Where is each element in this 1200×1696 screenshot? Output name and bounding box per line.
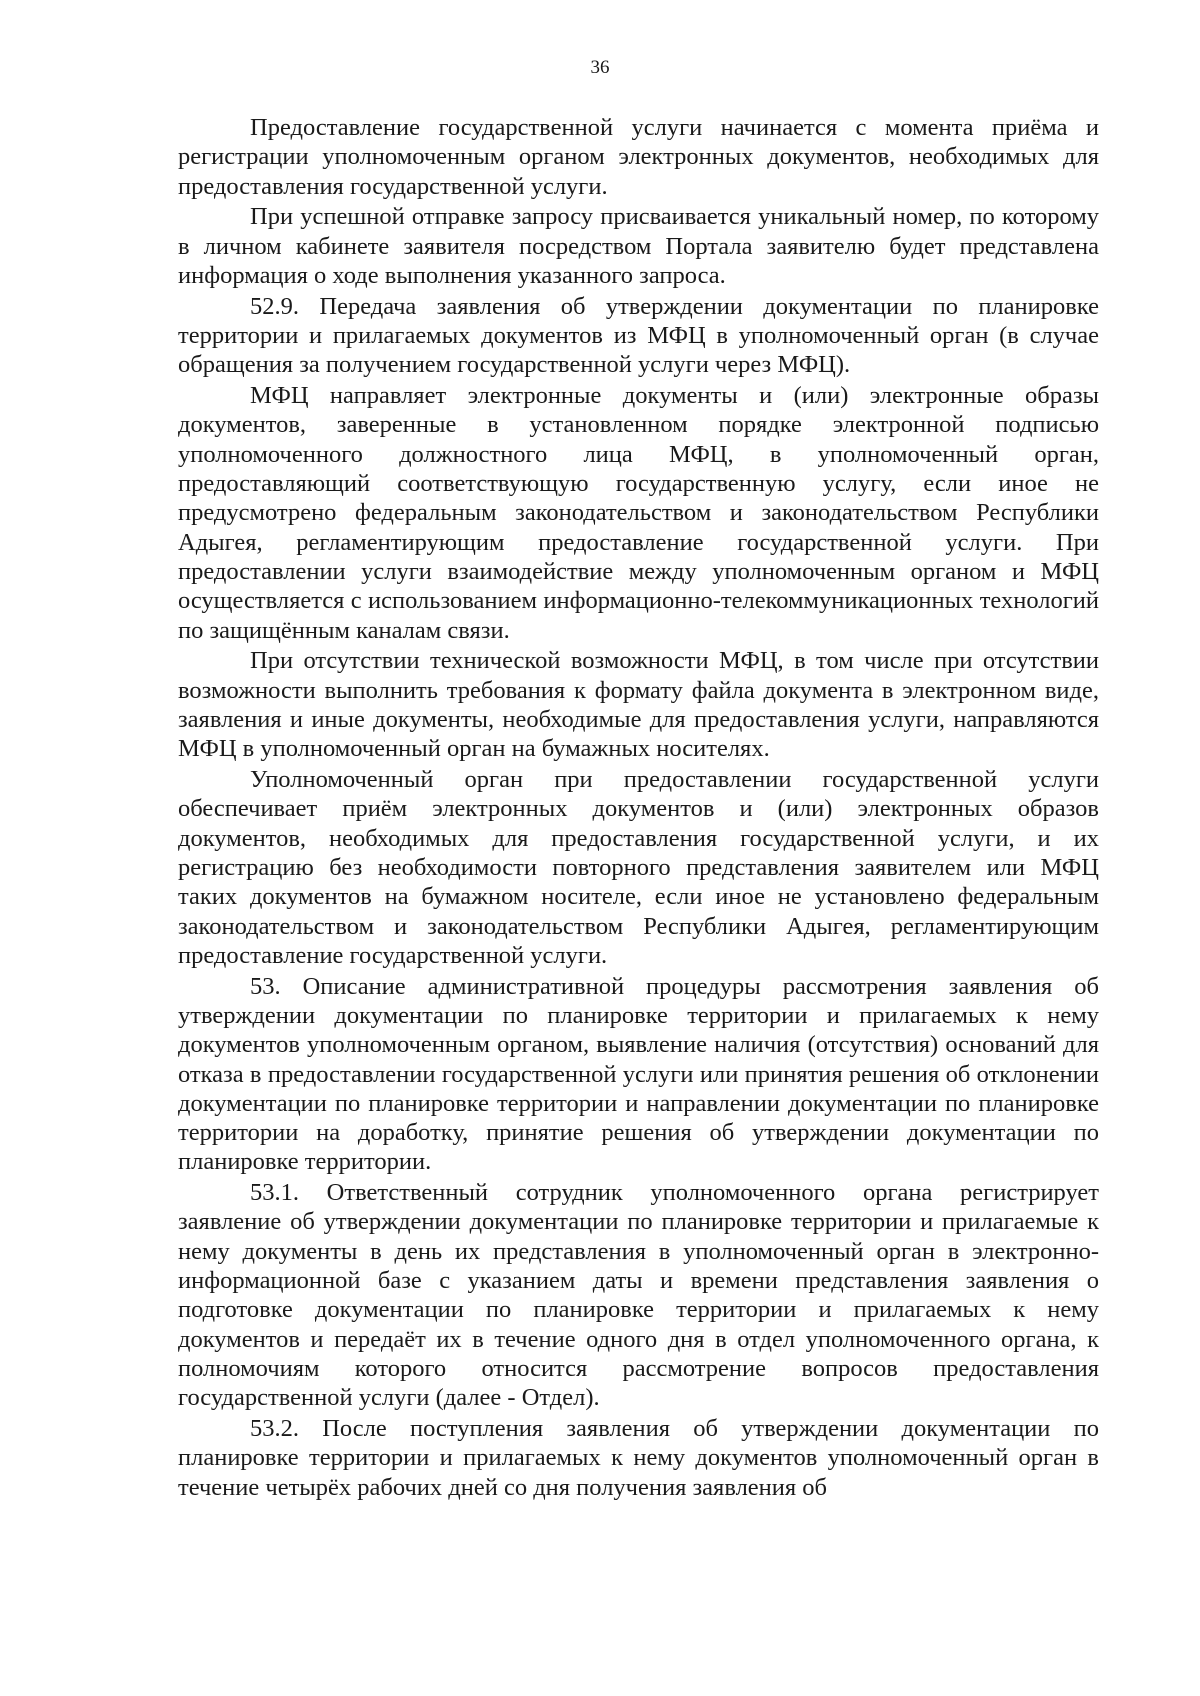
document-body <box>178 113 1099 1503</box>
paragraph: Предоставление государственной услуги начинается с момента приёма и регистрации уполномоченным органом электронных документов, необходимых для предоставления государственной услуги. <box>178 114 1099 200</box>
paragraph: 53.1. Ответственный сотрудник уполномоченного органа регистрирует заявление об утверждении документации по планировке территории и прилагаемые к нему документы в день их представления в уполномоченный орган в электронно-информационной базе с указанием даты и времени представления заявления о подготовке документации по планировке территории и прилагаемых к нему документов и передаёт их в течение одного дня в отдел уполномоченного органа, к полномочиям которого относится рассмотрение вопросов предоставления государственной услуги (далее - Отдел). <box>178 1179 1099 1412</box>
paragraph: 53. Описание административной процедуры рассмотрения заявления об утверждении документации по планировке территории и прилагаемых к нему документов уполномоченным органом, выявление наличия (отсутствия) оснований для отказа в предоставлении государственной услуги или принятия решения об отклонении документации по планировке территории и направлении документации по планировке территории на доработку, принятие решения об утверждении документации по планировке территории. <box>178 972 1099 1176</box>
paragraph: 52.9. Передача заявления об утверждении документации по планировке территории и прилагаемых документов из МФЦ в уполномоченный орган (в случае обращения за получением государственной услуги через МФЦ). <box>178 292 1099 379</box>
paragraph: При отсутствии технической возможности МФЦ, в том числе при отсутствии возможности выполнить требования к формату файла документа в электронном виде, заявления и иные документы, необходимые для предоставления услуги, направляются МФЦ в уполномоченный орган на бумажных носителях. <box>178 647 1099 763</box>
paragraph: Уполномоченный орган при предоставлении государственной услуги обеспечивает приём электронных документов и (или) электронных образов документов, необходимых для предоставления государственной услуги, и их регистрацию без необходимости повторного представления заявителем или МФЦ таких документов на бумажном носителе, если иное не установлено федеральным законодательством и законодательством Республики Адыгея, регламентирующим предоставление государственной услуги. <box>178 766 1099 969</box>
paragraph: При успешной отправке запросу присваивается уникальный номер, по которому в личном кабинете заявителя посредством Портала заявителю будет представлена информация о ходе выполнения указанного запроса. <box>178 203 1099 289</box>
paragraph: 53.2. После поступления заявления об утверждении документации по планировке территории и прилагаемых к нему документов уполномоченный орган в течение четырёх рабочих дней со дня получения заявления об <box>178 1415 1099 1501</box>
paragraph: МФЦ направляет электронные документы и (или) электронные образы документов, заверенные в установленном порядке электронной подписью уполномоченного должностного лица МФЦ, в уполномоченный орган, предоставляющий соответствующую государственную услугу, если иное не предусмотрено федеральным законодательством и законодательством Республики Адыгея, регламентирующим предоставление государственной услуги. При предоставлении услуги взаимодействие между уполномоченным органом и МФЦ осуществляется с использованием информационно-телекоммуникационных технологий по защищённым каналам связи. <box>178 382 1099 644</box>
page-number: 36 <box>590 57 610 78</box>
